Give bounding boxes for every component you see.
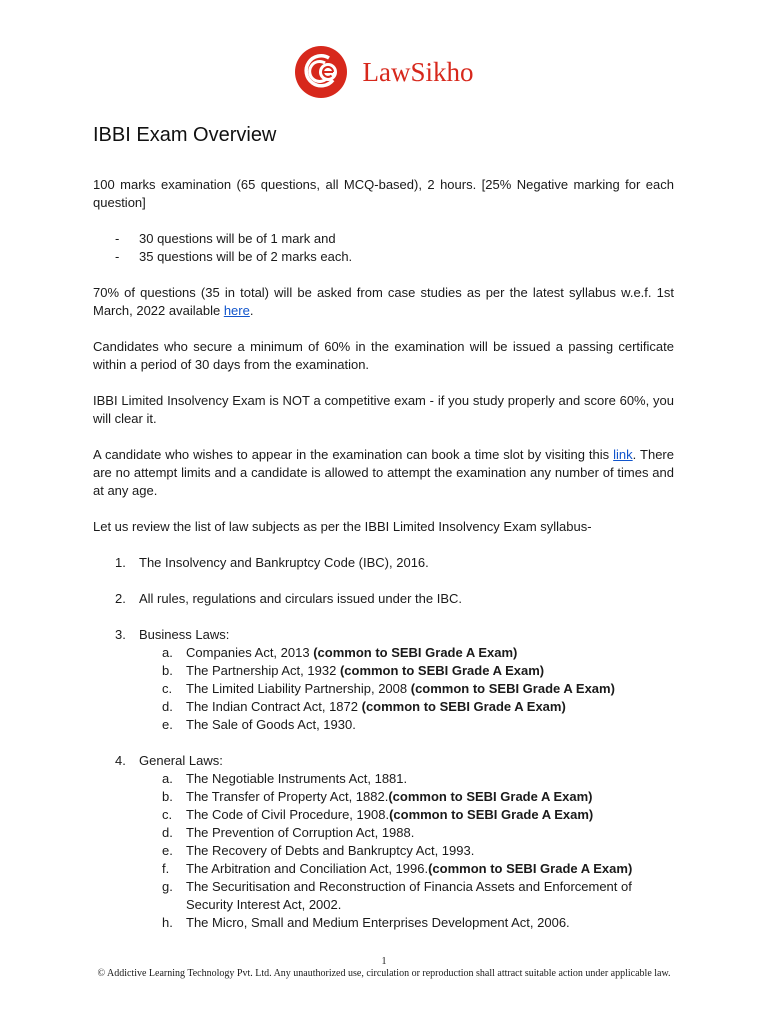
- syllabus-list: [93, 554, 674, 932]
- syllabus-link[interactable]: here: [223, 303, 250, 318]
- list-item: d. The Indian Contract Act, 1872 (common to SEBI Grade A Exam): [162, 699, 566, 714]
- booking-link[interactable]: link: [613, 447, 633, 462]
- list-item: c. The Limited Liability Partnership, 2008 (common to SEBI Grade A Exam): [162, 681, 615, 696]
- brand-name: LawSikho: [362, 56, 474, 87]
- lawsikho-logo-icon: [295, 46, 347, 98]
- list-item: b. The Transfer of Property Act, 1882.(common to SEBI Grade A Exam): [162, 789, 593, 804]
- general-laws-list: [139, 770, 674, 932]
- list-item: e. The Recovery of Debts and Bankruptcy Act, 1993.: [162, 843, 475, 858]
- passing-paragraph: Candidates who secure a minimum of 60% in the examination will be issued a passing certificate within a period of 30 days from the examination.: [93, 339, 674, 372]
- review-intro-paragraph: Let us review the list of law subjects as per the IBBI Limited Insolvency Exam syllabus-: [93, 519, 592, 534]
- list-item: g. The Securitisation and Reconstruction of Financia Assets and Enforcement of Security Interest Act, 2002.: [162, 879, 632, 912]
- list-item: f. The Arbitration and Conciliation Act, 1996.(common to SEBI Grade A Exam): [162, 861, 633, 876]
- case-studies-paragraph: 70% of questions (35 in total) will be asked from case studies as per the latest syllabus w.e.f. 1st March, 2022 available here.: [93, 285, 674, 318]
- intro-paragraph: 100 marks examination (65 questions, all MCQ-based), 2 hours. [25% Negative marking for each question]: [93, 177, 674, 210]
- list-item: a. Companies Act, 2013 (common to SEBI Grade A Exam): [162, 645, 518, 660]
- header: [0, 44, 768, 100]
- page-title: IBBI Exam Overview: [93, 124, 277, 146]
- marks-breakdown-list: [93, 230, 674, 266]
- syllabus-item: 1. The Insolvency and Bankruptcy Code (IBC), 2016.: [115, 555, 429, 570]
- syllabus-item: 4. General Laws: a. The Negotiable Instruments Act, 1881. b. The Transfer of Property Act, 1882.(common to SEBI Grade A Exam) c. The Code of Civil Procedure, 1908.(common to SEBI Grade A Exam) d. The Prevention of Corruption Act, 1988. e. The Recovery of Debts and Bankruptcy Act, 1993. f. The Arbitration and Conciliation Act, 1996.(common to SEBI Grade A Exam) g. The Securitisation and Reconstruction of Financia Assets and Enforcement of Security Interest Act, 2002. h. The Micro, Small and Medium Enterprises Development Act, 2006.: [93, 752, 674, 932]
- list-item: b. The Partnership Act, 1932 (common to SEBI Grade A Exam): [162, 663, 545, 678]
- list-item: - 30 questions will be of 1 mark and: [93, 230, 674, 248]
- page-number: 1: [381, 956, 387, 967]
- syllabus-item: 3. Business Laws: a. Companies Act, 2013 (common to SEBI Grade A Exam) b. The Partnership Act, 1932 (common to SEBI Grade A Exam) c. The Limited Liability Partnership, 2008 (common to SEBI Grade A Exam) d. The Indian Contract Act, 1872 (common to SEBI Grade A Exam) e. The Sale of Goods Act, 1930.: [93, 626, 674, 734]
- copyright-footer: © Addictive Learning Technology Pvt. Ltd. Any unauthorized use, circulation or reproduction shall attract suitable action under applicable law.: [97, 968, 671, 979]
- not-competitive-paragraph: IBBI Limited Insolvency Exam is NOT a competitive exam - if you study properly and score 60%, you will clear it.: [93, 393, 674, 426]
- booking-paragraph: A candidate who wishes to appear in the examination can book a time slot by visiting this link. There are no attempt limits and a candidate is allowed to attempt the examination any number of times and at any age.: [93, 447, 674, 498]
- list-item: - 35 questions will be of 2 marks each.: [93, 248, 674, 266]
- list-item: e. The Sale of Goods Act, 1930.: [162, 717, 356, 732]
- list-item: h. The Micro, Small and Medium Enterprises Development Act, 2006.: [162, 915, 570, 930]
- document-body: [93, 176, 674, 950]
- list-item: c. The Code of Civil Procedure, 1908.(common to SEBI Grade A Exam): [162, 807, 594, 822]
- list-item: a. The Negotiable Instruments Act, 1881.: [162, 771, 408, 786]
- business-laws-list: [139, 644, 674, 734]
- list-item: d. The Prevention of Corruption Act, 1988.: [162, 825, 415, 840]
- syllabus-item: 2. All rules, regulations and circulars issued under the IBC.: [115, 591, 462, 606]
